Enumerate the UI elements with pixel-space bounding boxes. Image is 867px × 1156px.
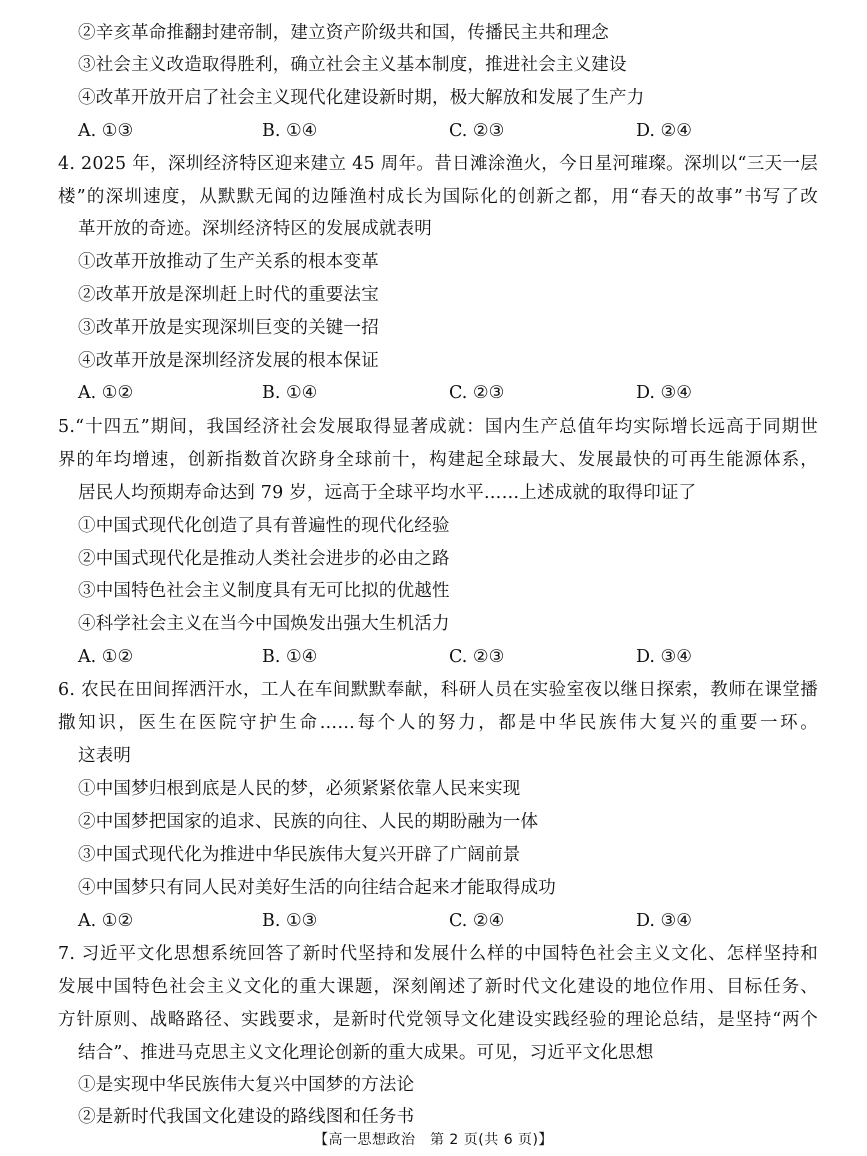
q5-statement-1: ①中国式现代化创造了具有普遍性的现代化经验 [78, 516, 450, 536]
q3-statement-2: ②辛亥革命推翻封建帝制，建立资产阶级共和国，传播民主共和理念 [78, 23, 609, 43]
q6-option-d: D. ③④ [636, 911, 692, 931]
q3-option-c: C. ②③ [449, 121, 505, 141]
q6-stem-line-2: 撒知识，医生在医院守护生命……每个人的努力，都是中华民族伟大复兴的重要一环。 [58, 713, 818, 733]
q6-stem-line-1: 6. 农民在田间挥洒汗水，工人在车间默默奉献，科研人员在实验室夜以继日探索，教师在课堂播 [58, 680, 818, 700]
q6-stem-line-3: 这表明 [78, 746, 132, 766]
q7-stem-line-1: 7. 习近平文化思想系统回答了新时代坚持和发展什么样的中国特色社会主义文化、怎样坚持和 [58, 944, 818, 964]
q6-statement-2: ②中国梦把国家的追求、民族的向往、人民的期盼融为一体 [78, 812, 539, 832]
q7-statement-2: ②是新时代我国文化建设的路线图和任务书 [78, 1107, 415, 1127]
page-footer: 【高一思想政治 第 2 页(共 6 页)】 [313, 1132, 554, 1148]
q6-option-a: A. ①② [78, 911, 134, 931]
q5-option-b: B. ①④ [262, 647, 318, 667]
q4-option-d: D. ③④ [636, 383, 692, 403]
q3-option-d: D. ②④ [636, 121, 692, 141]
q4-option-c: C. ②③ [449, 383, 505, 403]
q4-statement-2: ②改革开放是深圳赶上时代的重要法宝 [78, 285, 379, 305]
q6-option-b: B. ①③ [262, 911, 318, 931]
q5-option-a: A. ①② [78, 647, 134, 667]
q6-option-c: C. ②④ [449, 911, 505, 931]
q5-statement-2: ②中国式现代化是推动人类社会进步的必由之路 [78, 549, 450, 569]
q4-stem-line-3: 革开放的奇迹。深圳经济特区的发展成就表明 [78, 219, 432, 239]
q4-stem-line-2: 楼”的深圳速度，从默默无闻的边陲渔村成长为国际化的创新之都，用“春天的故事”书写了改 [58, 187, 818, 207]
q6-statement-1: ①中国梦归根到底是人民的梦，必须紧紧依靠人民来实现 [78, 779, 521, 799]
q7-stem-line-4: 结合”、推进马克思主义文化理论创新的重大成果。可见，习近平文化思想 [78, 1043, 654, 1063]
q6-statement-3: ③中国式现代化为推进中华民族伟大复兴开辟了广阔前景 [78, 845, 521, 865]
q5-option-d: D. ③④ [636, 647, 692, 667]
q4-option-b: B. ①④ [262, 383, 318, 403]
q5-option-c: C. ②③ [449, 647, 505, 667]
q3-statement-4: ④改革开放开启了社会主义现代化建设新时期，极大解放和发展了生产力 [78, 88, 645, 108]
q5-stem-line-2: 界的年均增速，创新指数首次跻身全球前十，构建起全球最大、发展最快的可再生能源体系， [58, 450, 818, 470]
q4-statement-4: ④改革开放是深圳经济发展的根本保证 [78, 351, 379, 371]
q5-stem-line-3: 居民人均预期寿命达到 79 岁，远高于全球平均水平……上述成就的取得印证了 [78, 483, 697, 503]
q3-option-b: B. ①④ [262, 121, 318, 141]
q4-statement-1: ①改革开放推动了生产关系的根本变革 [78, 252, 379, 272]
q6-statement-4: ④中国梦只有同人民对美好生活的向往结合起来才能取得成功 [78, 878, 556, 898]
q7-stem-line-3: 方针原则、战略路径、实践要求，是新时代党领导文化建设实践经验的理论总结，是坚持“两个 [58, 1010, 818, 1030]
q5-statement-4: ④科学社会主义在当今中国焕发出强大生机活力 [78, 614, 450, 634]
q4-statement-3: ③改革开放是实现深圳巨变的关键一招 [78, 318, 379, 338]
q7-statement-1: ①是实现中华民族伟大复兴中国梦的方法论 [78, 1075, 415, 1095]
q7-stem-line-2: 发展中国特色社会主义文化的重大课题，深刻阐述了新时代文化建设的地位作用、目标任务、 [58, 977, 818, 997]
q5-statement-3: ③中国特色社会主义制度具有无可比拟的优越性 [78, 581, 450, 601]
q3-option-a: A. ①③ [78, 121, 134, 141]
q4-stem-line-1: 4. 2025 年，深圳经济特区迎来建立 45 周年。昔日滩涂渔火，今日星河璀璨。深圳以“三天一层 [58, 154, 818, 174]
q3-statement-3: ③社会主义改造取得胜利，确立社会主义基本制度，推进社会主义建设 [78, 55, 627, 75]
q4-option-a: A. ①② [78, 383, 134, 403]
q5-stem-line-1: 5.“十四五”期间，我国经济社会发展取得显著成就：国内生产总值年均实际增长远高于同期世 [58, 417, 818, 437]
